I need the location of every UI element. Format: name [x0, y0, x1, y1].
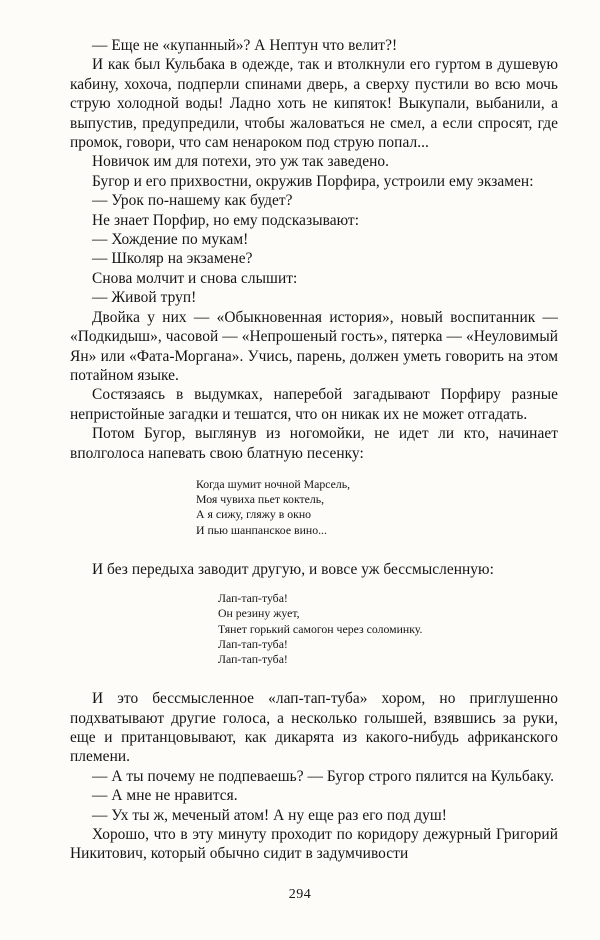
paragraph: — А мне не нравится.	[92, 787, 238, 805]
verse-line: И пью шанпанское вино...	[196, 522, 327, 537]
song-verse-lap-tap-tuba	[218, 591, 558, 667]
paragraph: Бугор и его прихвостни, окружив Порфира, устроили ему экзамен:	[92, 172, 534, 190]
page-number: 294	[288, 887, 312, 902]
paragraph: — Ух ты ж, меченый атом! А ну еще раз его под душ!	[92, 806, 447, 824]
verse-line: Лап-тап-туба!	[218, 636, 288, 651]
paragraph: — Урок по-нашему как будет?	[92, 192, 293, 210]
verse-line: Тянет горький самогон через соломинку.	[218, 621, 423, 636]
page-text	[70, 36, 558, 864]
verse-line: Он резину жует,	[218, 606, 300, 621]
verse-line: А я сижу, гляжу в окно	[196, 507, 312, 522]
paragraph: — А ты почему не подпеваешь? — Бугор строго пялится на Кульбаку.	[92, 767, 555, 785]
verse-line: Лап-тап-туба!	[218, 651, 288, 666]
paragraph: — Хождение по мукам!	[92, 231, 249, 249]
paragraph: Хорошо, что в эту минуту проходит по коридору дежурный Григорий Никитович, который обычно сидит в задумчивости	[70, 826, 558, 863]
paragraph: И без передыха заводит другую, и вовсе уж бессмысленную:	[92, 560, 494, 578]
paragraph: Состязаясь в выдумках, наперебой загадывают Порфиру разные непристойные загадки и тешатся, что он никак их не может отгадать.	[70, 386, 558, 423]
verse-line: Лап-тап-туба!	[218, 591, 288, 606]
verse-line: Когда шумит ночной Марсель,	[196, 476, 351, 491]
verse-line: Моя чувиха пьет коктель,	[196, 492, 325, 507]
paragraph: Потом Бугор, выглянув из ногомойки, не идет ли кто, начинает вполголоса напевать свою блатную песенку:	[70, 425, 558, 462]
song-verse-marseille	[196, 477, 558, 538]
paragraph: Не знает Порфир, но ему подсказывают:	[92, 211, 360, 229]
paragraph: — Еще не «купанный»? А Нептун что велит?!	[92, 37, 398, 54]
paragraph: — Живой труп!	[92, 289, 197, 307]
paragraph: Двойка у них — «Обыкновенная история», новый воспитанник — «Подкидыш», часовой — «Непрошеный гость», пятерка — «Неуловимый Ян» или «Фата-Моргана». Учись, парень, должен уметь говорить на этом потайном языке.	[70, 308, 558, 384]
paragraph: — Школяр на экзамене?	[92, 250, 253, 268]
paragraph: И это бессмысленное «лап-тап-туба» хором, но приглушенно подхватывают другие голоса, а несколько голышей, взявшись за руки, еще и пританцовывают, как дикарята из какого-нибудь африканского племени.	[70, 690, 558, 766]
paragraph: Снова молчит и снова слышит:	[92, 269, 298, 287]
paragraph: Новичок им для потехи, это уж так заведено.	[92, 153, 390, 171]
paragraph: И как был Кульбака в одежде, так и втолкнули его гуртом в душевую кабину, хохоча, подперли спинами дверь, а сверху пустили во всю мочь струю холодной воды! Ладно хоть не кипяток! Выкупали, выбанили, а выпустив, предупредили, чтобы жаловаться не смел, а если спросят, где промок, говори, что сам ненароком под струю попал...	[70, 56, 558, 152]
